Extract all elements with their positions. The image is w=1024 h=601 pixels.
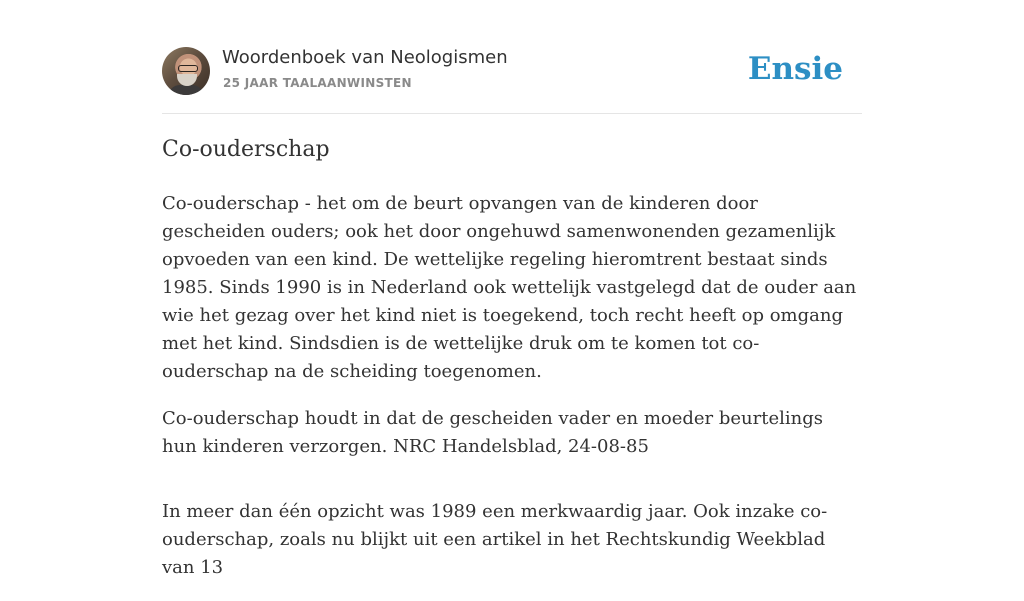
- ensie-logo[interactable]: Ensie: [747, 51, 843, 87]
- avatar-shirt: [168, 85, 204, 95]
- article-body: [162, 190, 862, 601]
- avatar-glasses: [178, 65, 198, 72]
- site-subtitle: 25 JAAR TAALAANWINSTEN: [223, 76, 412, 90]
- page-title: Co-ouderschap: [162, 137, 330, 162]
- quote-paragraph: In meer dan één opzicht was 1989 een merkwaardig jaar. Ook inzake co-ouderschap, zoals nu blijkt uit een artikel in het Rechtskundig Weekblad van 13: [162, 501, 828, 578]
- header-divider: [162, 113, 862, 114]
- site-title[interactable]: Woordenboek van Neologismen: [222, 47, 508, 68]
- author-avatar[interactable]: [162, 47, 210, 95]
- quote-paragraph: Co-ouderschap houdt in dat de gescheiden vader en moeder beurtelings hun kinderen verzorgen. NRC Handelsblad, 24-08-85: [162, 408, 823, 457]
- definition-paragraph: Co-ouderschap - het om de beurt opvangen van de kinderen door gescheiden ouders; ook het door ongehuwd samenwonenden gezamenlijk opvoeden van een kind. De wettelijke regeling hieromtrent bestaat sinds 1985. Sinds 1990 is in Nederland ook wettelijk vastgelegd dat de ouder aan wie het gezag over het kind niet is toegekend, toch recht heeft op omgang met het kind. Sindsdien is de wettelijke druk om te komen tot co-ouderschap na de scheiding toegenomen.: [162, 193, 857, 382]
- site-header: [162, 46, 862, 96]
